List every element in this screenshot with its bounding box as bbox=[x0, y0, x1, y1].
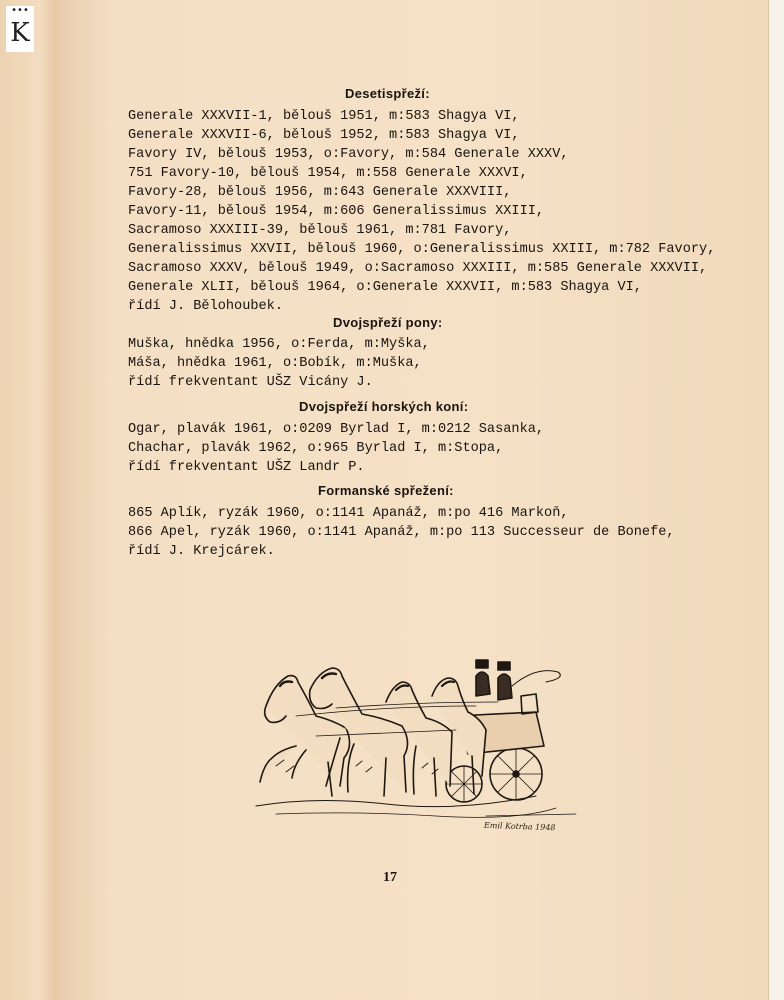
text-line: Sacramoso XXXV, bělouš 1949, o:Sacramoso XXXIII, m:585 Generale XXXVII, bbox=[128, 261, 708, 276]
text-line: Generale XXXVII-1, bělouš 1951, m:583 Shagya VI, bbox=[128, 109, 520, 124]
text-line: Máša, hnědka 1961, o:Bobík, m:Muška, bbox=[128, 356, 422, 371]
text-line: Sacramoso XXXIII-39, bělouš 1961, m:781 Favory, bbox=[128, 223, 512, 238]
text-line: Generale XLII, bělouš 1964, o:Generale XXXVII, m:583 Shagya VI, bbox=[128, 280, 642, 295]
text-line: 866 Apel, ryzák 1960, o:1141 Apanáž, m:po 113 Successeur de Bonefe, bbox=[128, 525, 675, 540]
carriage-illustration bbox=[236, 646, 586, 846]
text-line: Generalissimus XXVII, bělouš 1960, o:Generalissimus XXIII, m:782 Favory, bbox=[128, 242, 716, 257]
text-line: řídí J. Krejcárek. bbox=[128, 544, 275, 559]
text-line: řídí frekventant UŠZ Vicány J. bbox=[128, 375, 373, 390]
section-heading-formanske-sprezeni: Formanské spřežení: bbox=[318, 483, 454, 498]
section-heading-dvojsprezi-horskych-koni: Dvojspřeží horských koní: bbox=[299, 399, 469, 414]
logo[interactable] bbox=[6, 6, 34, 52]
page-number: 17 bbox=[383, 870, 397, 885]
logo-letter: K bbox=[10, 18, 30, 48]
text-line: Muška, hnědka 1956, o:Ferda, m:Myška, bbox=[128, 337, 430, 352]
text-line: Generale XXXVII-6, bělouš 1952, m:583 Shagya VI, bbox=[128, 128, 520, 143]
text-line: řídí J. Bělohoubek. bbox=[128, 299, 283, 314]
right-margin bbox=[768, 0, 784, 1000]
text-line: 751 Favory-10, bělouš 1954, m:558 Generale XXXVI, bbox=[128, 166, 528, 181]
illustration-signature: Emil Kotrba 1948 bbox=[483, 820, 556, 833]
text-line: Chachar, plavák 1962, o:965 Byrlad I, m:Stopa, bbox=[128, 441, 504, 456]
text-line: Favory-28, bělouš 1956, m:643 Generale XXXVIII, bbox=[128, 185, 512, 200]
text-line: Ogar, plavák 1961, o:0209 Byrlad I, m:0212 Sasanka, bbox=[128, 422, 545, 437]
section-heading-desetisprezi: Desetispřeží: bbox=[345, 86, 430, 101]
text-line: Favory-11, bělouš 1954, m:606 Generalissimus XXIII, bbox=[128, 204, 545, 219]
section-heading-dvojsprezi-pony: Dvojspřeží pony: bbox=[333, 315, 443, 330]
logo-dots: ••• bbox=[11, 5, 29, 16]
text-line: Favory IV, bělouš 1953, o:Favory, m:584 Generale XXXV, bbox=[128, 147, 569, 162]
left-page-edge bbox=[0, 0, 57, 1000]
text-line: řídí frekventant UŠZ Landr P. bbox=[128, 460, 365, 475]
text-line: 865 Aplík, ryzák 1960, o:1141 Apanáž, m:po 416 Markoň, bbox=[128, 506, 569, 521]
